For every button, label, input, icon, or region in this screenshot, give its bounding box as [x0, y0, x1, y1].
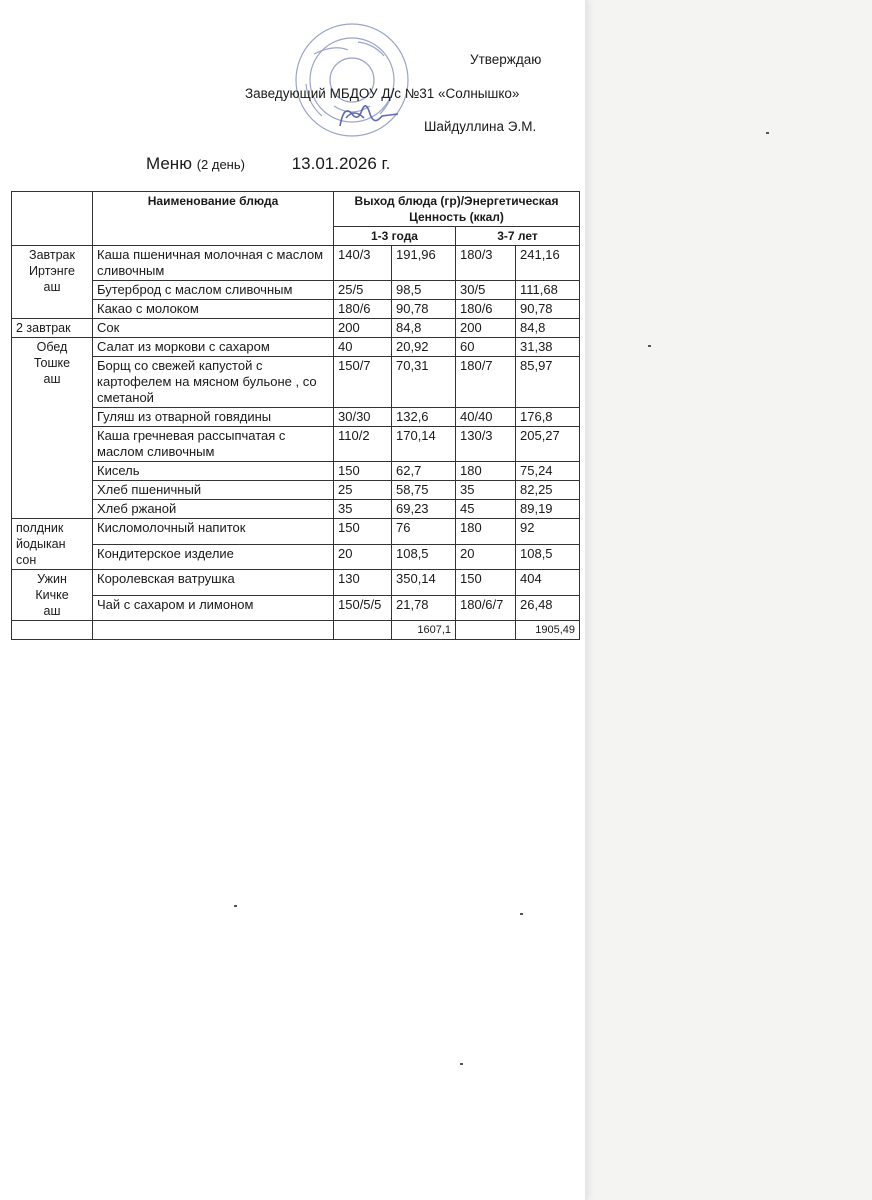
approver-position: Заведующий МБДОУ Д/с №31 «Солнышко»	[245, 86, 520, 101]
scan-speck	[460, 1063, 463, 1065]
dish-name-cell: Какао с молоком	[93, 300, 334, 319]
portion-1-3-cell: 150	[334, 519, 392, 545]
portion-1-3-cell: 20	[334, 544, 392, 570]
table-header-row	[12, 192, 580, 227]
table-row	[12, 595, 580, 621]
dish-name-cell: Сок	[93, 319, 334, 338]
kcal-1-3-cell: 98,5	[392, 281, 456, 300]
empty-cell	[93, 621, 334, 640]
total-row	[12, 621, 580, 640]
dish-name-cell: Салат из моркови с сахаром	[93, 338, 334, 357]
dish-name-cell: Каша гречневая рассыпчатая с маслом сливочным	[93, 427, 334, 462]
dish-name-cell: Хлеб пшеничный	[93, 481, 334, 500]
portion-3-7-cell: 180/6	[456, 300, 516, 319]
portion-3-7-cell: 45	[456, 500, 516, 519]
kcal-1-3-cell: 90,78	[392, 300, 456, 319]
dish-name-cell: Кисломолочный напиток	[93, 519, 334, 545]
empty-cell	[334, 621, 392, 640]
portion-1-3-cell: 150	[334, 462, 392, 481]
empty-cell	[456, 621, 516, 640]
table-row	[12, 357, 580, 408]
kcal-1-3-cell: 20,92	[392, 338, 456, 357]
meal-name-line: аш	[43, 280, 61, 294]
kcal-3-7-cell: 75,24	[516, 462, 580, 481]
table-row	[12, 338, 580, 357]
meal-name-line: 2 завтрак	[16, 321, 71, 335]
kcal-3-7-cell: 82,25	[516, 481, 580, 500]
meal-name-line: аш	[43, 604, 61, 618]
kcal-1-3-cell: 21,78	[392, 595, 456, 621]
meal-name-line: сон	[16, 553, 37, 567]
portion-1-3-cell: 25/5	[334, 281, 392, 300]
approve-label: Утверждаю	[470, 52, 542, 67]
portion-3-7-cell: 180/7	[456, 357, 516, 408]
scan-speck	[520, 913, 523, 915]
meal-name-line: полдник	[16, 521, 64, 535]
meal-name-line: йодыкан	[16, 537, 66, 551]
kcal-1-3-cell: 69,23	[392, 500, 456, 519]
dish-name-cell: Каша пшеничная молочная с маслом сливочным	[93, 246, 334, 281]
scan-speck	[766, 132, 769, 134]
meal-name-cell	[12, 570, 93, 621]
portion-1-3-cell: 25	[334, 481, 392, 500]
meal-name-line: аш	[43, 372, 61, 386]
portion-1-3-cell: 40	[334, 338, 392, 357]
kcal-1-3-cell: 84,8	[392, 319, 456, 338]
kcal-3-7-cell: 108,5	[516, 544, 580, 570]
portion-3-7-cell: 40/40	[456, 408, 516, 427]
dish-name-cell: Борщ со свежей капустой с картофелем на мясном бульоне , со сметаной	[93, 357, 334, 408]
kcal-3-7-cell: 205,27	[516, 427, 580, 462]
kcal-1-3-cell: 70,31	[392, 357, 456, 408]
kcal-3-7-cell: 111,68	[516, 281, 580, 300]
scan-speck	[648, 345, 651, 347]
scan-speck	[234, 905, 237, 907]
total-kcal-3-7: 1905,49	[516, 621, 580, 640]
meal-column-header	[12, 192, 93, 246]
kcal-3-7-cell: 89,19	[516, 500, 580, 519]
table-row	[12, 570, 580, 596]
table-row	[12, 246, 580, 281]
portion-3-7-cell: 180/3	[456, 246, 516, 281]
portion-1-3-cell: 35	[334, 500, 392, 519]
kcal-3-7-cell: 176,8	[516, 408, 580, 427]
menu-word: Меню	[146, 154, 192, 173]
portion-3-7-cell: 130/3	[456, 427, 516, 462]
kcal-1-3-cell: 58,75	[392, 481, 456, 500]
kcal-3-7-cell: 92	[516, 519, 580, 545]
kcal-1-3-cell: 108,5	[392, 544, 456, 570]
menu-table-body	[12, 246, 580, 640]
portion-3-7-cell: 150	[456, 570, 516, 596]
empty-cell	[12, 621, 93, 640]
output-column-header: Выход блюда (гр)/Энергетическая Ценность (ккал)	[334, 192, 580, 227]
portion-3-7-cell: 20	[456, 544, 516, 570]
kcal-1-3-cell: 170,14	[392, 427, 456, 462]
kcal-1-3-cell: 350,14	[392, 570, 456, 596]
table-row	[12, 427, 580, 462]
portion-1-3-cell: 180/6	[334, 300, 392, 319]
kcal-1-3-cell: 76	[392, 519, 456, 545]
menu-title	[146, 154, 390, 174]
portion-3-7-cell: 180	[456, 462, 516, 481]
table-row	[12, 300, 580, 319]
round-seal-stamp	[274, 14, 424, 154]
dish-column-header: Наименование блюда	[93, 192, 334, 246]
meal-name-line: Обед	[36, 340, 68, 354]
kcal-3-7-cell: 404	[516, 570, 580, 596]
portion-3-7-cell: 200	[456, 319, 516, 338]
age-group-2-header: 3-7 лет	[456, 227, 580, 246]
dish-name-cell: Гуляш из отварной говядины	[93, 408, 334, 427]
kcal-1-3-cell: 132,6	[392, 408, 456, 427]
meal-name-line: Тошке	[33, 356, 71, 370]
menu-date: 13.01.2026 г.	[291, 154, 391, 173]
approver-name: Шайдуллина Э.М.	[424, 119, 537, 134]
table-row	[12, 281, 580, 300]
meal-name-line: Кичке	[35, 588, 69, 602]
meal-name-line: Ужин	[37, 572, 67, 586]
meal-name-cell	[12, 319, 93, 338]
portion-3-7-cell: 60	[456, 338, 516, 357]
portion-1-3-cell: 140/3	[334, 246, 392, 281]
portion-3-7-cell: 30/5	[456, 281, 516, 300]
table-row	[12, 519, 580, 545]
table-row	[12, 481, 580, 500]
kcal-3-7-cell: 241,16	[516, 246, 580, 281]
meal-name-cell	[12, 519, 93, 570]
dish-name-cell: Бутерброд с маслом сливочным	[93, 281, 334, 300]
table-row	[12, 408, 580, 427]
menu-table	[11, 191, 580, 640]
kcal-1-3-cell: 191,96	[392, 246, 456, 281]
table-row	[12, 500, 580, 519]
meal-name-cell	[12, 246, 93, 319]
portion-3-7-cell: 180/6/7	[456, 595, 516, 621]
portion-3-7-cell: 35	[456, 481, 516, 500]
table-row	[12, 544, 580, 570]
meal-name-line: Завтрак	[29, 248, 75, 262]
portion-1-3-cell: 150/7	[334, 357, 392, 408]
kcal-3-7-cell: 26,48	[516, 595, 580, 621]
portion-1-3-cell: 150/5/5	[334, 595, 392, 621]
dish-name-cell: Кисель	[93, 462, 334, 481]
kcal-3-7-cell: 85,97	[516, 357, 580, 408]
portion-1-3-cell: 200	[334, 319, 392, 338]
menu-day: (2 день)	[196, 157, 245, 172]
portion-1-3-cell: 30/30	[334, 408, 392, 427]
dish-name-cell: Кондитерское изделие	[93, 544, 334, 570]
dish-name-cell: Королевская ватрушка	[93, 570, 334, 596]
table-row	[12, 462, 580, 481]
meal-name-cell	[12, 338, 93, 519]
meal-name-line: Иртэнге	[29, 264, 75, 278]
portion-3-7-cell: 180	[456, 519, 516, 545]
total-kcal-1-3: 1607,1	[392, 621, 456, 640]
dish-name-cell: Хлеб ржаной	[93, 500, 334, 519]
kcal-3-7-cell: 90,78	[516, 300, 580, 319]
age-group-1-header: 1-3 года	[334, 227, 456, 246]
kcal-3-7-cell: 31,38	[516, 338, 580, 357]
kcal-3-7-cell: 84,8	[516, 319, 580, 338]
kcal-1-3-cell: 62,7	[392, 462, 456, 481]
dish-name-cell: Чай с сахаром и лимоном	[93, 595, 334, 621]
portion-1-3-cell: 110/2	[334, 427, 392, 462]
table-row	[12, 319, 580, 338]
portion-1-3-cell: 130	[334, 570, 392, 596]
